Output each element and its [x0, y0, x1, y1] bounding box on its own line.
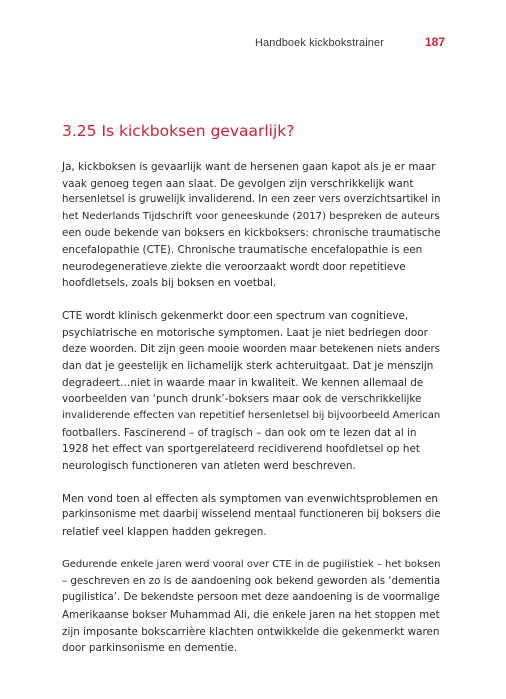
text-line: het Nederlands Tijdschrift voor geneeskunde (2017) bespreken de auteurs: [62, 210, 440, 222]
text-line: invaliderende effecten van repetitief hersenletsel bij bijvoorbeeld American: [62, 409, 441, 421]
text-line: neurologisch functioneren van atleten werd beschreven.: [62, 459, 356, 472]
text-line: footballers. Fascinerend – of tragisch – dan ook om te lezen dat al in: [62, 426, 417, 439]
text-line: een oude bekende van boksers en kickboksers: chronische traumatische: [62, 227, 441, 240]
text-line: 1928 het effect van sportgerelateerd recidiverend hoofdletsel op het: [62, 443, 420, 456]
text-line: Amerikaanse bokser Muhammad Ali, die enkele jaren na het stoppen met: [62, 609, 440, 622]
text-line: psychiatrische en motorische symptomen. Laat je niet bedriegen door: [62, 326, 428, 339]
running-header: [255, 35, 445, 51]
text-line: relatief veel klappen hadden gekregen.: [62, 526, 267, 539]
running-header-title: Handboek kickbokstrainer: [255, 37, 384, 49]
paragraph: [62, 491, 442, 541]
text-line: vaak genoeg tegen aan slaat. De gevolgen zijn verschrikkelijk want: [62, 177, 414, 190]
body-text: [62, 159, 442, 673]
text-line: voorbeelden van ‘punch drunk’-boksers maar ook de verschrikkelijke: [62, 393, 422, 406]
text-line: hoofdletsels, zoals bij boksen en voetbal.: [62, 277, 277, 290]
text-line: Gedurende enkele jaren werd vooral over CTE in de pugilistiek – het boksen: [62, 559, 441, 571]
text-line: – geschreven en zo is de aandoening ook bekend geworden als ‘dementia: [62, 575, 441, 587]
text-line: neurodegeneratieve ziekte die veroorzaakt wordt door repetitieve: [62, 260, 406, 273]
text-line: zijn imposante bokscarrière klachten ontwikkelde die gekenmerkt waren: [62, 625, 440, 638]
text-line: Men vond toen al effecten als symptomen van evenwichtsproblemen en: [62, 492, 438, 505]
page-number: 187: [424, 35, 445, 49]
text-line: Ja, kickboksen is gevaarlijk want de hersenen gaan kapot als je er maar: [62, 161, 436, 173]
text-line: parkinsonisme met daarbij wisselend mentaal functioneren bij boksers die: [62, 509, 441, 521]
text-line: dan dat je geestelijk en lichamelijk sterk achteruitgaat. Dat je menszijn: [62, 360, 434, 373]
text-line: degradeert…niet in waarde maar in kwaliteit. We kennen allemaal de: [62, 376, 424, 389]
text-line: CTE wordt klinisch gekenmerkt door een spectrum van cognitieve,: [62, 310, 409, 323]
paragraph: [62, 308, 442, 474]
text-line: door parkinsonisme en dementie.: [62, 642, 238, 655]
section-heading: 3.25 Is kickboksen gevaarlijk?: [62, 122, 295, 140]
text-line: deze woorden. Dit zijn geen mooie woorden maar betekenen niets anders: [62, 343, 440, 355]
text-line: pugilistica’. De bekendste persoon met deze aandoening is de voormalige: [62, 592, 440, 604]
text-line: hersenletsel is gruwelijk invaliderend. In een zeer vers overzichtsartikel in: [62, 194, 441, 206]
text-line: encefalopathie (CTE). Chronische traumatische encefalopathie is een: [62, 243, 423, 256]
paragraph: [62, 159, 442, 292]
paragraph: [62, 557, 442, 657]
